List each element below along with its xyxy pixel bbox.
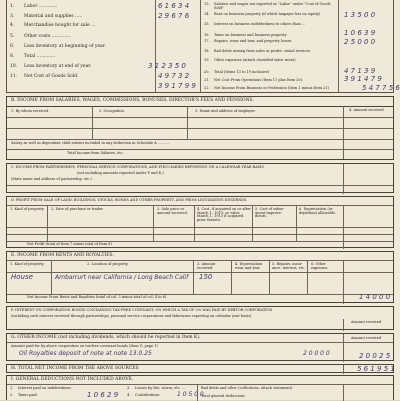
line-label: Less inventory at end of year. — [24, 64, 92, 69]
section-g-row1: Amount paid for by above corporation on tax-free covenant bonds (Item G, page 1) — [11, 344, 158, 348]
section-d-total: Net Profit (total of Item 7 minus total of Item 8) — [27, 242, 112, 246]
line-label: 15. — [204, 22, 210, 26]
col-location: 2. Location of property. — [87, 262, 129, 266]
handwritten-value: 2 5 0 0 0 — [344, 38, 376, 46]
line-label: 18. — [204, 49, 210, 53]
deduction-item: Interest paid on indebtedness — [18, 386, 72, 390]
line-label: 3. — [10, 14, 15, 19]
handwritten-value: 1 0 6 2 9 — [87, 391, 119, 399]
col-occupation: 2. Occupation. — [99, 109, 125, 113]
col-amount: Amount received — [351, 336, 382, 340]
line-label: 14. — [204, 12, 210, 16]
deduction-item: 2. — [10, 393, 14, 397]
handwritten-value: 1 0 6 3 9 — [344, 29, 376, 37]
col-depreciation: 4. Depreciation wear and tear. — [235, 262, 263, 270]
handwritten-value: 3 9 1 4 7 9 — [344, 75, 382, 83]
col-cost: 4. Cost, if acquired on or after March 1, 1913; or value March 1, 1913 if acquired prior thereto. — [197, 207, 251, 222]
handwritten-value: 5 4 7 7 5 6 — [362, 84, 400, 92]
deduction-item: Losses by fire, storm, etc. ... — [135, 386, 186, 390]
handwritten-location: Ambarrurt near California / Long Beach Calif — [55, 274, 189, 281]
section-d — [6, 196, 394, 248]
line-label: 21. — [204, 78, 210, 82]
section-i — [6, 375, 394, 400]
line-label: 11. — [10, 74, 18, 79]
section-c-sub: (not including amounts reported under F and K.) — [77, 171, 164, 175]
line-label: Total (Items 13 to 19 inclusive) — [214, 70, 270, 74]
col-kind: 1. Kind of property. — [10, 262, 45, 266]
line-label: Total ............. — [24, 54, 56, 59]
section-c-title: C. INCOME FROM PARTNERSHIPS, PERSONAL SERVICE CORPORATIONS, AND FIDUCIARIES REPORTING ON A CALENDAR YEAR BASIS — [11, 165, 264, 169]
col-employer: 3. Name and address of employer. — [195, 109, 256, 113]
col-sale-price: 3. Sale price or amount received. — [157, 207, 188, 215]
col-depreciation: 6. Depreciation (or depletion) allowable. — [299, 207, 337, 215]
line-label: 22. — [204, 86, 210, 90]
section-b — [6, 96, 394, 160]
handwritten-kind: House — [11, 273, 33, 281]
handwritten-value: 2 0 0 0 0 — [303, 350, 330, 357]
line-label: Taxes on business and business property — [214, 33, 287, 37]
line-label: Labor ............. — [24, 4, 58, 9]
col-kind: 1. Kind of property. — [10, 207, 45, 211]
line-label: 13. — [204, 2, 210, 6]
line-label: Net Cost of Goods Sold. — [24, 74, 79, 79]
line-label: Rent on business property (if which taxpayer has no equity) — [214, 12, 321, 16]
deduction-item: Taxes paid — [18, 393, 37, 397]
section-e-title: E. INCOME FROM RENTS AND ROYALTIES. — [11, 253, 114, 258]
col-improvements: 5. Cost of subse- quent improve- ments. — [255, 207, 285, 218]
deduction-item: Total general deductions — [201, 394, 245, 398]
col-amount: Amount received — [351, 320, 382, 324]
handwritten-amount: 150 — [199, 273, 213, 281]
section-f-sub: (including such interest received through partnerships, personal service corporations and fiduciaries reporting on calendar year basis) — [11, 314, 252, 318]
line-label: 17. — [204, 39, 210, 43]
col-date: 2. Date of purchase or trader. — [51, 207, 104, 211]
line-label: Bad debts arising from sales or profes- sional services — [214, 49, 311, 53]
handwritten-value: 4 9 7 3 2 — [158, 72, 190, 80]
section-b-total: Total Income from Salaries, etc. — [67, 151, 124, 155]
handwritten-value: 2 9 6 7 6 — [158, 12, 190, 20]
line-label: Salaries and wages not reported as "Labor" under "Cost of Goods Sold" — [214, 2, 331, 10]
col-by-whom: 1. By whom received. — [11, 109, 50, 113]
handwritten-value: 1 3 5 0 0 — [344, 11, 376, 19]
section-h-title: H. TOTAL NET INCOME FROM THE ABOVE SOURCES — [11, 366, 139, 371]
line-label: Net Income From Business or Profession (Item 1 minus Item 21) — [214, 86, 329, 90]
section-e-total: Net Income From Rents and Royalties (total of col. 3 minus total of col. 4 to 6). — [27, 295, 168, 299]
deduction-item: 3. — [127, 386, 131, 390]
section-b-header — [7, 97, 393, 107]
section-e — [6, 251, 394, 303]
deduction-item: 4. — [127, 393, 131, 397]
line-label: 4. — [10, 23, 15, 28]
deduction-item: 1. — [10, 386, 14, 390]
section-b-note: Salary as well as dependent child entries included in any deduction in Schedule A ........... — [11, 141, 171, 145]
handwritten-other-income: Oil Royalties deposit of note at note 13.0.25 — [19, 350, 152, 357]
deduction-item: Bad debts and other (collections, attach statement) — [201, 386, 293, 390]
line-label: 19. — [204, 58, 210, 62]
line-label: Interest on business indebtedness to others than ... — [214, 22, 306, 26]
line-label: 6. — [10, 44, 15, 49]
line-label: 1. — [10, 4, 15, 9]
line-label: Merchandise bought for sale ... — [24, 23, 96, 28]
line-label: 16. — [204, 33, 210, 37]
section-g — [6, 333, 394, 361]
line-label: Other expenses (attach classified state- ment) — [214, 58, 296, 62]
line-label: Net Cost From Operations (Item 11 plus Item 20). — [214, 78, 304, 82]
handwritten-total: 5 6 1 9 5 1 — [357, 365, 395, 373]
handwritten-value: 1 0 5 0 0 — [177, 391, 204, 398]
section-b-title: B. INCOME FROM SALARIES, WAGES, COMMISSIONS, BONUSES, DIRECTOR'S FEES AND PENSIONS. — [11, 98, 254, 103]
line-label: 10. — [10, 64, 18, 69]
line-label: 20. — [204, 70, 210, 74]
handwritten-total: 2 0 0 2 5 — [359, 352, 391, 360]
line-label: Repairs, wear and tear, and property losses — [214, 39, 292, 43]
section-d-title: D. PROFIT FROM SALE OF LAND, BUILDINGS, STOCKS, BONDS AND OTHER PROPERTY, AND FROM LIQUIDATING DIVIDENDS. — [11, 198, 248, 202]
handwritten-value: 3 1 2 3 5 0 — [148, 62, 186, 70]
section-g-title: G. OTHER INCOME (not including dividends, which should be reported in Item K). — [11, 335, 201, 340]
section-i-title: I. GENERAL DEDUCTIONS NOT INCLUDED ABOVE. — [11, 377, 134, 382]
section-f — [6, 306, 394, 330]
handwritten-value: 6 1 6 3 4 — [158, 2, 190, 10]
line-label: Less inventory at beginning of year. — [24, 44, 106, 49]
handwritten-value: 3 9 1 7 9 9 — [158, 82, 196, 90]
line-label: Other costs ............. — [24, 34, 71, 39]
col-other-expenses: 6. Other expenses. — [311, 262, 329, 270]
handwritten-total: 1 4 0 0 0 — [359, 293, 391, 301]
section-c — [6, 163, 394, 193]
line-label: Material and supplies ..... — [24, 14, 83, 19]
handwritten-value: 4 7 1 3 9 — [344, 67, 376, 75]
deduction-item: Contributions — [135, 393, 160, 397]
col-repairs: 5. Repairs, insur- ance, interest, etc. — [272, 262, 306, 270]
line-label: 5. — [10, 34, 15, 39]
section-h — [6, 364, 394, 373]
col-amount: 4. Amount received. — [349, 108, 385, 112]
col-amount: 3. Amount received. — [197, 262, 216, 270]
section-f-title: F. INTEREST ON CORPORATION BONDS CONTAINING TAX-FREE COVENANT, ON WHICH A TAX OF 2% WAS PAID BY DEBTOR CORPORATION — [11, 308, 273, 312]
line-label: 8. — [10, 54, 15, 59]
section-c-sub2: (State name and address of partnership, etc.) — [11, 177, 92, 181]
